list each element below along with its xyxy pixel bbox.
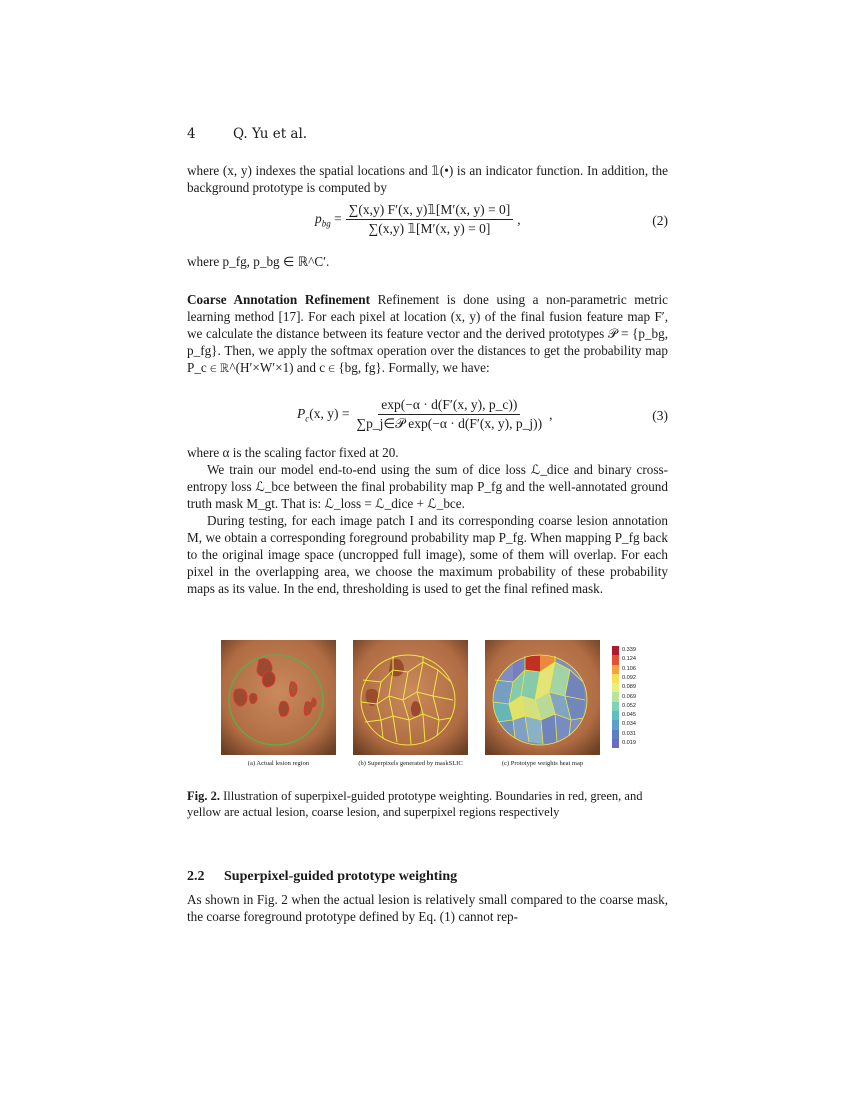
figure-caption-text: Illustration of superpixel-guided prototype weighting. Boundaries in red, green, and yellow are actual lesion, coarse lesion, and superpixel regions respectively [187,789,643,819]
colorbar-label: 0.045 [622,712,636,719]
colorbar-cell [612,655,619,664]
heatmap-colorbar [612,646,636,748]
panel-heatmap [485,640,600,755]
paragraph-domain: where p_fg, p_bg ∈ ℝ^C′. [187,254,330,269]
paragraph-section-2-2: As shown in Fig. 2 when the actual lesion is relatively small compared to the coarse mask, the coarse foreground prototype defined by Eq. (1) cannot rep- [187,892,668,924]
refinement-heading: Coarse Annotation Refinement [187,292,371,307]
paragraph-loss: We train our model end-to-end using the sum of dice loss ℒ_dice and binary cross-entropy loss ℒ_bce between the final probability map P_fg and the well-annotated ground truth mask M_gt. That is: ℒ_loss = ℒ_dice + ℒ_bce. [187,462,668,511]
actual-lesion-image [221,640,336,755]
colorbar-label: 0.339 [622,647,636,653]
eq3-lhs: $P_c(x$, y) = [297,405,350,424]
panel-actual-lesion [221,640,336,755]
equation-2: $p_{bg}$ = $\frac{\sum(x,y) F'(x, y)𝟙[M'(x, y) = 0]}{\sum(x,y) 𝟙[M'(x, y) = 0]}$ , (2) [315,202,668,236]
panel-superpixels [353,640,468,755]
eq3-denominator: ∑p_j∈𝒫 exp(−α · d(F′(x, y), p_j)) [356,416,543,431]
eq3-fraction [353,397,545,432]
equation-3: $P_c(x$, y) = $\frac{\exp(-\alpha \cdot d(F'(x, y), p\_c))}{\text{∑p\_j∈𝒫 exp(−α · d(F′(x, y), p\_j))}}$ , (3) [297,397,668,431]
page-number: 4 [187,126,196,142]
superpixel-image [353,640,468,755]
paragraph-refinement [187,291,668,376]
colorbar-cell [612,739,619,748]
eq2-denominator: ∑(x,y) 𝟙[M′(x, y) = 0] [368,221,491,236]
colorbar-label: 0.019 [622,740,636,746]
colorbar-label: 0.069 [622,693,636,700]
section-number: 2.2 [187,869,205,884]
colorbar-cell [612,674,619,683]
colorbar-label: 0.052 [622,702,636,709]
eq2-fraction [346,202,513,237]
colorbar-label: 0.031 [622,730,636,737]
subcaption-b: (b) Superpixels generated by maskSLIC [358,760,463,767]
subcaption-c: (c) Prototype weights heat map [501,760,584,767]
section-title: Superpixel-guided prototype weighting [224,869,458,884]
colorbar-cell [612,665,619,674]
colorbar-label: 0.092 [622,674,636,681]
colorbar-label: 0.034 [622,721,636,728]
colorbar-label: 0.124 [622,656,636,663]
subcaption-a: (a) Actual lesion region [247,760,310,767]
refinement-text: Refinement is done using a non-parametric metric learning method [17]. For each pixel at location (x, y) of the final fusion feature map F′, we calculate the distance between its feature vector and the derived prototypes 𝒫 = {p_bg, p_fg}. Then, we apply the softmax operation over the distances to get the probability map P_c ∈ ℝ^(H′×W′×1) and c ∈ {bg, fg}. Formally, we have: [187,292,668,375]
colorbar-cell [612,646,619,655]
eq3-number: (3) [652,408,668,423]
running-header [187,126,307,142]
paragraph-indicator: where (x, y) indexes the spatial locations and 𝟙(•) is an indicator function. In addition, the background prototype is computed by [187,163,668,195]
eq2-numerator: ∑(x,y) F′(x, y)𝟙[M′(x, y) = 0] [346,202,513,220]
colorbar-cell [612,730,619,739]
figure-caption [187,788,668,820]
eq2-lhs: $p_{bg}$ = [315,210,342,229]
running-authors: Q. Yu et al. [233,126,308,142]
section-heading [187,869,457,885]
heatmap-image [485,640,600,755]
colorbar-label: 0.106 [622,665,636,672]
paragraph-testing: During testing, for each image patch I and its corresponding coarse lesion annotation M, we obtain a corresponding foreground probability map P_fg. When mapping P_fg back to the original image space (uncropped full image), some of them will overlap. For each pixel in the overlapping area, we choose the maximum probability of these probability maps as its value. In the end, thresholding is used to get the final refined mask. [187,513,668,596]
eq2-number: (2) [652,213,668,228]
figure-2 [187,636,668,776]
colorbar-cell [612,683,619,692]
colorbar-label: 0.089 [622,684,636,691]
colorbar-cell [612,720,619,729]
figure-caption-label: Fig. 2. [187,789,220,803]
colorbar-cell [612,692,619,701]
paragraph-alpha: where α is the scaling factor fixed at 20. [187,445,399,460]
eq3-numerator: exp(−α · d(F′(x, y), p_c)) [378,397,520,415]
colorbar-cell [612,702,619,711]
colorbar-cell [612,711,619,720]
